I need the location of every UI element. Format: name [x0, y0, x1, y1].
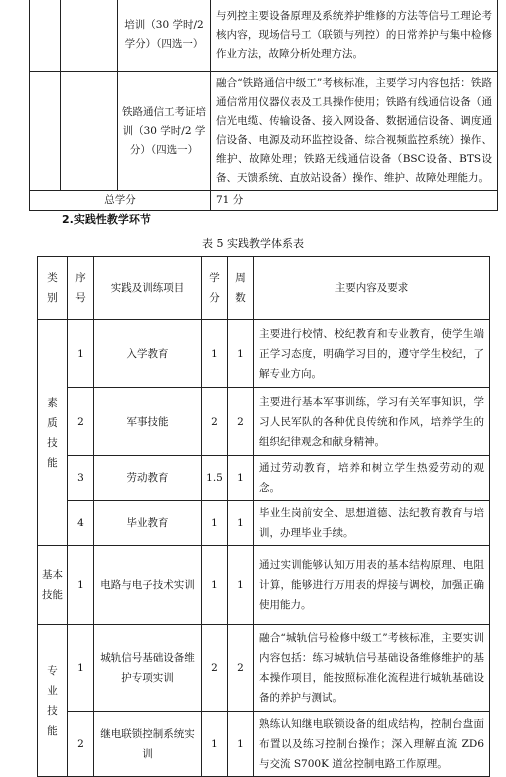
item-cell: 电路与电子技术实训: [94, 546, 202, 625]
content-cell: 与列控主要设备原理及系统养护维修的方法等信号工理论考核内容，现场信号工（联锁与列控）的日常养护与集中检修作业方法，故障分析处理方法。: [211, 0, 498, 72]
seq-cell: 1: [68, 546, 94, 625]
seq-cell: 1: [68, 320, 94, 388]
table-cell: [30, 72, 61, 191]
category-cell: 基本技能: [38, 546, 68, 625]
table-row: [38, 501, 490, 546]
table-row: [38, 456, 490, 501]
seq-cell: 2: [68, 712, 94, 777]
content-cell: 融合“城轨信号检修中级工”考核标准，主要实训内容包括：练习城轨信号基础设备维修维护的基本操作项目，能按照标准化流程进行城轨基础设备的养护与测试。: [254, 625, 490, 712]
table-caption: 表 5 实践教学体系表: [202, 237, 304, 250]
table-row: [30, 0, 498, 72]
content-cell: 熟练认知继电联锁设备的组成结构，控制台盘面布置以及练习控制台操作；深入理解直流 ZD6 与交流 S700K 道岔控制电路工作原理。: [254, 712, 490, 777]
item-cell: 军事技能: [94, 388, 202, 456]
content-cell: 融合“铁路通信中级工”考核标准，主要学习内容包括：铁路通信常用仪器仪表及工具操作使用；铁路有线通信设备（通信光电缆、传输设备、接入网设备、数据通信设备、调度通信设备、电源及动环监控设备、综合视频监控系统）操作、维护、故障处理；铁路无线通信设备（BSC设备、BTS设备、天馈系统、直放站设备）操作、维护、故障处理能力。: [211, 72, 498, 191]
seq-cell: 1: [68, 625, 94, 712]
header-content: 主要内容及要求: [254, 257, 490, 320]
weeks-cell: 2: [228, 388, 254, 456]
item-cell: 毕业教育: [94, 501, 202, 546]
table-cell: [61, 0, 118, 72]
content-cell: 通过实训能够认知万用表的基本结构原理、电阻计算，能够进行万用表的焊接与调校，加强正确使用能力。: [254, 546, 490, 625]
header-seq: 序号: [68, 257, 94, 320]
table-cell: [30, 0, 61, 72]
weeks-cell: 1: [228, 320, 254, 388]
credit-cell: 2: [202, 625, 228, 712]
practice-table: [37, 256, 490, 777]
item-cell: 继电联锁控制系统实训: [94, 712, 202, 777]
item-cell: 劳动教育: [94, 456, 202, 501]
table-row: [38, 625, 490, 712]
table-row: [30, 72, 498, 191]
header-category: 类别: [38, 257, 68, 320]
item-cell: 入学教育: [94, 320, 202, 388]
credit-cell: 1: [202, 320, 228, 388]
credit-cell: 1: [202, 712, 228, 777]
content-cell: 主要进行校情、校纪教育和专业教育，使学生端正学习态度，明确学习目的，遵守学生校纪，了解专业方向。: [254, 320, 490, 388]
course-cell: 培训（30 学时/2 学分）（四选一）: [118, 0, 211, 72]
weeks-cell: 2: [228, 625, 254, 712]
total-value: 71 分: [211, 191, 498, 211]
weeks-cell: 1: [228, 546, 254, 625]
header-weeks: 周数: [228, 257, 254, 320]
category-cell: 素质技能: [38, 320, 68, 546]
item-cell: 城轨信号基础设备维护专项实训: [94, 625, 202, 712]
content-cell: 通过劳动教育，培养和树立学生热爱劳动的观念。: [254, 456, 490, 501]
course-cell: 铁路通信工考证培训（30 学时/2 学分）（四选一）: [118, 72, 211, 191]
table-row: [38, 712, 490, 777]
table-row: [38, 320, 490, 388]
section-title: 2.实践性教学环节: [62, 213, 151, 226]
credit-cell: 1.5: [202, 456, 228, 501]
content-cell: 主要进行基本军事训练，学习有关军事知识，学习人民军队的各种优良传统和作风，培养学生的组织纪律观念和献身精神。: [254, 388, 490, 456]
credit-cell: 1: [202, 546, 228, 625]
weeks-cell: 1: [228, 712, 254, 777]
header-credit: 学分: [202, 257, 228, 320]
weeks-cell: 1: [228, 456, 254, 501]
table-row: [38, 546, 490, 625]
seq-cell: 2: [68, 388, 94, 456]
category-cell: 专业技能: [38, 625, 68, 777]
credit-cell: 1: [202, 501, 228, 546]
table-cell: [61, 72, 118, 191]
seq-cell: 4: [68, 501, 94, 546]
credit-cell: 2: [202, 388, 228, 456]
total-row: [30, 191, 498, 211]
seq-cell: 3: [68, 456, 94, 501]
header-item: 实践及训练项目: [94, 257, 202, 320]
header-row: [38, 257, 490, 320]
table-row: [38, 388, 490, 456]
content-cell: 毕业生岗前安全、思想道德、法纪教育教育与培训，办理毕业手续。: [254, 501, 490, 546]
weeks-cell: 1: [228, 501, 254, 546]
total-label: 总学分: [30, 191, 211, 211]
top-course-table: [29, 0, 498, 211]
